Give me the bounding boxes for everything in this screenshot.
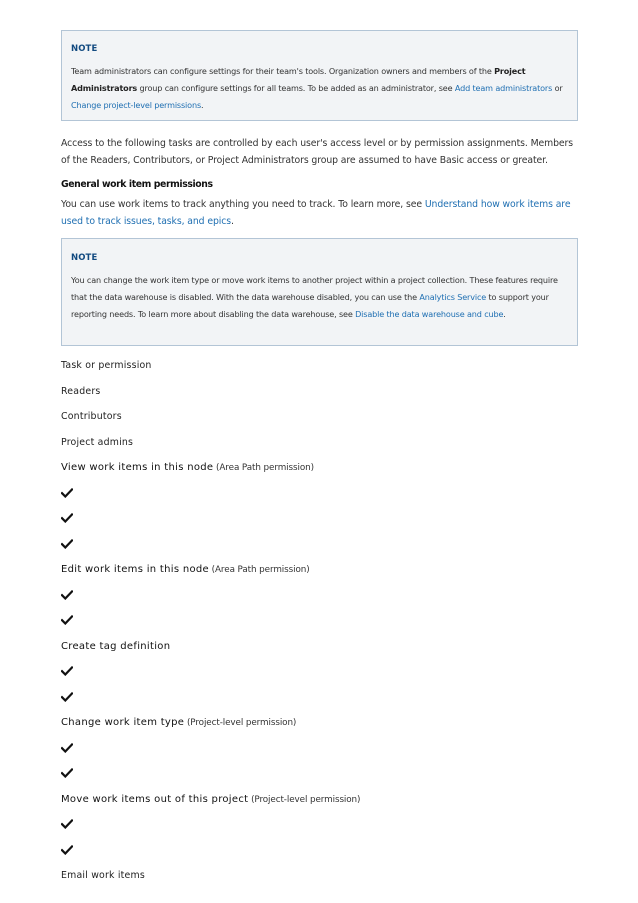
checkmark-icon	[61, 812, 578, 838]
permission-name: Edit work items in this node	[61, 564, 209, 575]
understand-work-items-link[interactable]: Understand how work items are used to track issues, tasks, and epics	[61, 199, 571, 227]
permission-name: Move work items out of this project	[61, 793, 249, 805]
note-text: .	[503, 309, 506, 319]
checkmark-icon	[61, 583, 578, 609]
note-callout-data-warehouse	[61, 238, 578, 346]
note-text: or	[552, 83, 563, 93]
paragraph-text: .	[230, 216, 234, 227]
page-content	[61, 30, 578, 889]
header-project-admins: Project admins	[61, 436, 134, 448]
note-text: Team administrators can configure settings for their team's tools. Organization owners and members of the	[71, 66, 495, 76]
note-bold-text: Project Administrators	[71, 66, 526, 93]
note-title: NOTE	[71, 44, 98, 54]
note-text: group can configure settings for all teams. To be added as an administrator, see	[137, 83, 455, 93]
permission-row	[61, 557, 578, 583]
permission-row	[61, 710, 578, 736]
permission-scope: (Area Path permission)	[208, 565, 310, 575]
header-contributors: Contributors	[61, 411, 122, 422]
permission-name: Change work item type	[61, 717, 185, 728]
header-task: Task or permission	[61, 360, 152, 371]
header-readers: Readers	[61, 385, 101, 397]
note-text: .	[201, 100, 204, 110]
note-text: You can change the work item type or move work items to another project within a project collection. These features require that the data warehouse is disabled. With the data warehouse disabled, you can use the	[71, 275, 558, 302]
paragraph-text: You can use work items to track anything you need to track. To learn more, see	[61, 199, 425, 210]
permission-name: View work items in this node	[61, 462, 214, 473]
disable-data-warehouse-link[interactable]: Disable the data warehouse and cube	[355, 309, 504, 319]
permission-row	[61, 787, 578, 813]
checkmark-icon	[61, 659, 578, 685]
section-heading: General work item permissions	[61, 179, 213, 190]
permissions-table	[61, 353, 578, 889]
note-title: NOTE	[71, 253, 98, 263]
checkmark-icon	[61, 761, 578, 787]
analytics-service-link[interactable]: Analytics Service	[419, 292, 487, 302]
checkmark-icon	[61, 481, 578, 507]
checkmark-icon	[61, 736, 578, 762]
checkmark-icon	[61, 532, 578, 558]
permission-row	[61, 634, 578, 660]
note-body	[71, 272, 565, 323]
general-paragraph	[61, 196, 578, 230]
note-body	[71, 63, 565, 114]
checkmark-icon	[61, 608, 578, 634]
note-callout-admins	[61, 30, 578, 121]
change-project-level-permissions-link[interactable]: Change project-level permissions	[71, 100, 202, 110]
permission-scope: (Area Path permission)	[213, 463, 314, 473]
checkmark-icon	[61, 838, 578, 864]
note-text: to support your reporting needs. To learn more about disabling the data warehouse, see	[71, 292, 549, 319]
permission-name: Create tag definition	[61, 640, 171, 652]
access-paragraph: Access to the following tasks are controlled by each user's access level or by permission assignments. Members of the Readers, Contributors, or Project Administrators group are assumed to have Basic access or greater.	[61, 138, 573, 166]
permission-row	[61, 455, 578, 481]
checkmark-icon	[61, 506, 578, 532]
permission-scope: (Project-level permission)	[184, 718, 297, 728]
checkmark-icon	[61, 685, 578, 711]
permission-row-email: Email work items	[61, 870, 145, 881]
permission-scope: (Project-level permission)	[248, 794, 361, 805]
add-team-administrators-link[interactable]: Add team administrators	[454, 83, 553, 93]
